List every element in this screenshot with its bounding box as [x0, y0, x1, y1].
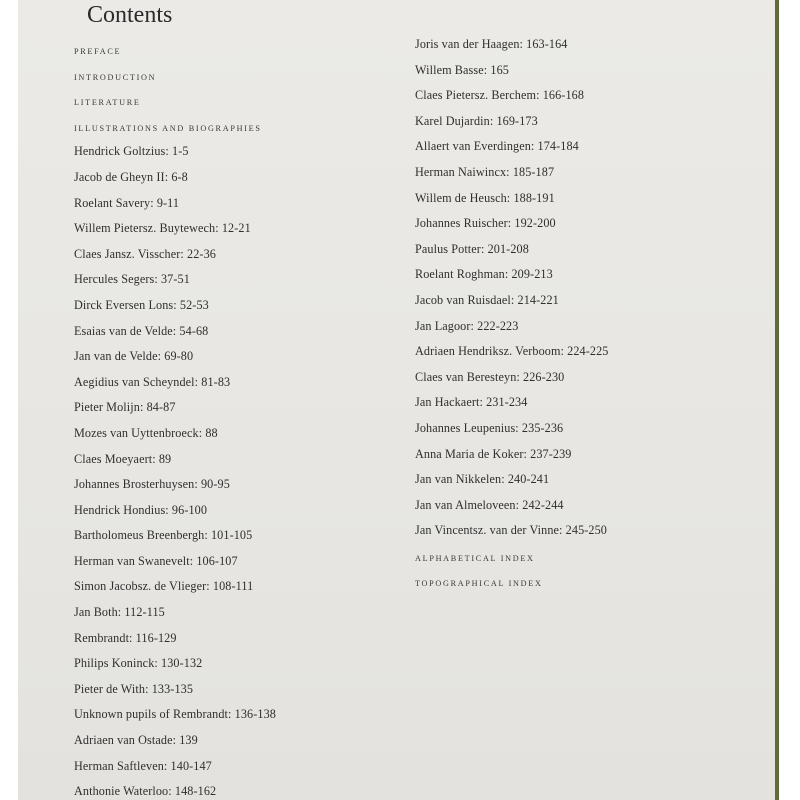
- contents-entry: Hercules Segers: 37-51: [74, 272, 190, 287]
- contents-entry: Claes van Beresteyn: 226-230: [415, 369, 565, 384]
- section-heading: INTRODUCTION: [74, 72, 157, 82]
- contents-entry: Claes Jansz. Visscher: 22-36: [74, 246, 216, 261]
- contents-entry: Johannes Leupenius: 235-236: [415, 420, 564, 435]
- contents-entry: Anna Maria de Koker: 237-239: [415, 446, 572, 461]
- cover-edge: [775, 0, 779, 800]
- contents-entry: Esaias van de Velde: 54-68: [74, 323, 209, 338]
- contents-entry: Bartholomeus Breenbergh: 101-105: [74, 528, 253, 543]
- contents-entry: Paulus Potter: 201-208: [415, 241, 529, 256]
- section-heading: TOPOGRAPHICAL INDEX: [415, 579, 543, 589]
- section-heading: ILLUSTRATIONS AND BIOGRAPHIES: [74, 123, 262, 133]
- contents-entry: Philips Koninck: 130-132: [74, 656, 203, 671]
- section-heading: ALPHABETICAL INDEX: [415, 553, 535, 563]
- contents-entry: Mozes van Uyttenbroeck: 88: [74, 425, 218, 440]
- book-page: [18, 0, 776, 800]
- contents-entry: Allaert van Everdingen: 174-184: [415, 139, 579, 154]
- contents-entry: Adriaen van Ostade: 139: [74, 733, 198, 748]
- contents-entry: Dirck Eversen Lons: 52-53: [74, 297, 209, 312]
- contents-left-column: [74, 40, 276, 800]
- contents-entry: Rembrandt: 116-129: [74, 630, 177, 645]
- contents-entry: Aegidius van Scheyndel: 81-83: [74, 374, 231, 389]
- section-heading: LITERATURE: [74, 98, 141, 108]
- contents-entry: Claes Moeyaert: 89: [74, 451, 172, 466]
- contents-entry: Hendrick Hondius: 96-100: [74, 502, 208, 517]
- contents-entry: Anthonie Waterloo: 148-162: [74, 784, 217, 799]
- contents-entry: Joris van der Haagen: 163-164: [415, 37, 568, 51]
- contents-entry: Herman Naiwincx: 185-187: [415, 164, 555, 179]
- contents-entry: Roelant Savery: 9-11: [74, 195, 180, 210]
- page-title: Contents: [87, 2, 173, 28]
- contents-entry: Jacob van Ruisdael: 214-221: [415, 292, 559, 307]
- contents-entry: Pieter Molijn: 84-87: [74, 400, 176, 415]
- contents-entry: Jan van Nikkelen: 240-241: [415, 472, 550, 487]
- contents-entry: Herman Saftleven: 140-147: [74, 758, 212, 773]
- contents-entry: Claes Pietersz. Berchem: 166-168: [415, 88, 585, 103]
- contents-entry: Unknown pupils of Rembrandt: 136-138: [74, 707, 276, 722]
- contents-entry: Willem de Heusch: 188-191: [415, 190, 555, 205]
- contents-entry: Jan van de Velde: 69-80: [74, 349, 194, 364]
- contents-entry: Pieter de With: 133-135: [74, 681, 194, 696]
- contents-entry: Herman van Swanevelt: 106-107: [74, 553, 238, 568]
- contents-entry: Willem Basse: 165: [415, 62, 509, 77]
- contents-entry: Johannes Brosterhuysen: 90-95: [74, 477, 230, 492]
- contents-entry: Jan Both: 112-115: [74, 605, 165, 620]
- contents-entry: Jan Vincentsz. van der Vinne: 245-250: [415, 523, 608, 538]
- contents-entry: Jan Hackaert: 231-234: [415, 395, 528, 410]
- section-heading: PREFACE: [74, 47, 122, 56]
- contents-entry: Adriaen Hendriksz. Verboom: 224-225: [415, 344, 609, 359]
- contents-entry: Simon Jacobsz. de Vlieger: 108-111: [74, 579, 254, 594]
- contents-entry: Karel Dujardin: 169-173: [415, 113, 538, 128]
- contents-entry: Hendrick Goltzius: 1-5: [74, 144, 189, 159]
- contents-entry: Jan van Almeloveen: 242-244: [415, 497, 564, 512]
- contents-right-column: [415, 35, 609, 598]
- contents-entry: Jan Lagoor: 222-223: [415, 318, 519, 333]
- contents-entry: Jacob de Gheyn II: 6-8: [74, 169, 188, 184]
- contents-entry: Johannes Ruischer: 192-200: [415, 216, 556, 231]
- contents-entry: Willem Pietersz. Buytewech: 12-21: [74, 221, 251, 236]
- contents-entry: Roelant Roghman: 209-213: [415, 267, 553, 282]
